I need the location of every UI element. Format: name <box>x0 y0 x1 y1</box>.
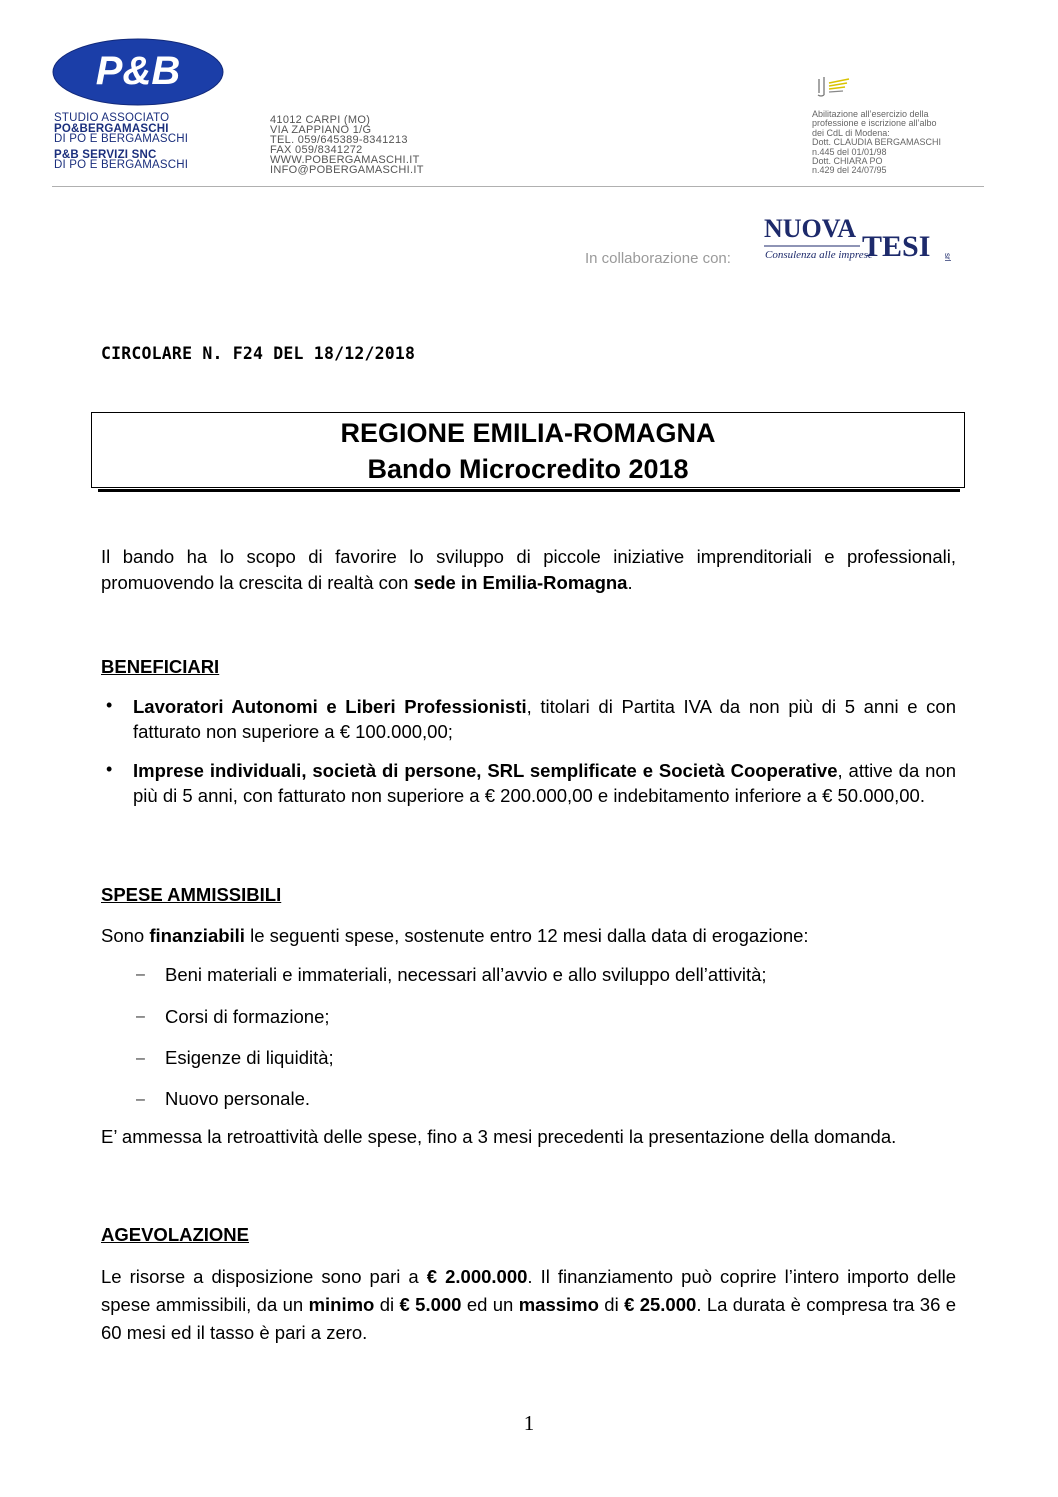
agev-bold: minimo <box>308 1294 375 1315</box>
agev-bold: massimo <box>518 1294 599 1315</box>
address-line: FAX 059/8341272 <box>270 144 363 156</box>
studio-info <box>54 113 188 171</box>
address-line: WWW.POBERGAMASCHI.IT <box>270 154 420 166</box>
spese-intro-text: Sono <box>101 925 150 946</box>
beneficiari-item-text: , titolari di Partita IVA da non più di 5 anni e con fatturato non superiore a € 100.000,00; <box>133 696 956 742</box>
studio-line: DI PO E BERGAMASCHI <box>54 159 189 171</box>
studio-line: PO&BERGAMASCHI <box>54 122 169 135</box>
abilitazione-line: professione e iscrizione all’albo <box>812 118 937 129</box>
address-line: VIA ZAPPIANO 1/G <box>270 124 372 136</box>
address-info <box>270 115 424 175</box>
abilitazione-line: n.429 del 24/07/95 <box>812 165 887 176</box>
page-number: 1 <box>523 1411 535 1435</box>
abilitazione-info <box>812 110 941 176</box>
beneficiari-item <box>133 694 956 744</box>
title-region: REGIONE EMILIA-ROMAGNA <box>340 418 716 448</box>
partner-name-b: TESI <box>862 230 931 263</box>
beneficiari-item-text: , attive da non più di 5 anni, con fatturato non superiore a € 200.000,00 e indebitamento inferiore a € 50.000,00. <box>133 760 956 806</box>
logo-text: P&B <box>95 49 181 93</box>
heading-spese: SPESE AMMISSIBILI <box>101 884 282 905</box>
agevolazione-paragraph <box>101 1263 956 1347</box>
agev-text: di <box>598 1294 625 1315</box>
bullet-icon: • <box>106 695 113 715</box>
dash-icon: – <box>136 966 145 983</box>
intro-paragraph <box>101 544 956 596</box>
spese-item: Beni materiali e immateriali, necessari all’avvio e allo sviluppo dell’attività; <box>165 964 767 985</box>
heading-beneficiari: BENEFICIARI <box>101 656 220 677</box>
studio-line: DI PO E BERGAMASCHI <box>54 133 189 145</box>
abilitazione-line: Dott. CHIARA PO <box>812 156 883 167</box>
intro-text: Il bando ha lo scopo di favorire lo sviluppo di piccole iniziative imprenditoriali e professionali, promuovendo la crescita di realtà con <box>101 546 956 593</box>
beneficiari-item <box>133 758 956 808</box>
agev-text: . La durata è compresa tra 36 e 60 mesi ed il tasso è pari a zero. <box>101 1294 957 1343</box>
partner-name-a: NUOVA <box>764 214 856 243</box>
spese-intro <box>101 923 956 949</box>
studio-line: P&B SERVIZI SNC <box>54 148 157 161</box>
address-line: 41012 CARPI (MO) <box>270 114 371 126</box>
nuova-tesi-logo <box>762 213 958 263</box>
address-line: TEL. 059/645389-8341213 <box>270 134 408 146</box>
title-bando: Bando Microcredito 2018 <box>367 454 689 484</box>
abilitazione-line: n.445 del 01/01/98 <box>812 146 887 157</box>
address-line: INFO@POBERGAMASCHI.IT <box>270 164 424 176</box>
beneficiari-item-bold: Lavoratori Autonomi e Liberi Professionisti <box>133 696 527 717</box>
pb-logo <box>52 37 224 107</box>
agev-text: Le risorse a disposizione sono pari a <box>101 1266 427 1287</box>
dash-icon: – <box>136 1050 145 1067</box>
spese-intro-text-end: le seguenti spese, sostenute entro 12 mesi dalla data di erogazione: <box>244 925 809 946</box>
studio-line: STUDIO ASSOCIATO <box>54 112 170 124</box>
dash-icon: – <box>136 1091 145 1108</box>
title-box-shadow <box>98 489 960 492</box>
partner-tagline: Consulenza alle imprese <box>765 249 873 261</box>
intro-text-end: . <box>627 572 633 593</box>
intro-bold: sede in Emilia-Romagna <box>413 572 628 593</box>
collaboration-label: In collaborazione con: <box>585 250 731 267</box>
agev-text: . Il finanziamento può coprire l’intero importo delle spese ammissibili, da un <box>101 1266 956 1315</box>
agev-text: di <box>374 1294 400 1315</box>
spese-item: Esigenze di liquidità; <box>165 1047 334 1068</box>
agev-bold: € 5.000 <box>399 1294 462 1315</box>
agev-bold: € 25.000 <box>624 1294 697 1315</box>
spese-intro-bold: finanziabili <box>149 925 245 946</box>
circolare-number: CIRCOLARE N. F24 DEL 18/12/2018 <box>101 344 416 363</box>
abilitazione-line: Dott. CLAUDIA BERGAMASCHI <box>812 137 942 148</box>
spese-note: E’ ammessa la retroattività delle spese, fino a 3 mesi precedenti la presentazione della domanda. <box>101 1126 897 1147</box>
header-divider <box>52 186 984 187</box>
abilitazione-line: Abilitazione all’esercizio della <box>812 109 929 119</box>
agev-bold: € 2.000.000 <box>426 1266 528 1287</box>
agev-text: ed un <box>461 1294 519 1315</box>
heading-agevolazione: AGEVOLAZIONE <box>101 1224 250 1245</box>
spese-item: Nuovo personale. <box>165 1088 311 1109</box>
bullet-icon: • <box>106 759 113 779</box>
dash-icon: – <box>136 1008 145 1025</box>
abilitazione-line: dei CdL di Modena: <box>812 127 890 138</box>
partner-suffix: srl <box>943 253 952 262</box>
beneficiari-item-bold: Imprese individuali, società di persone, SRL semplificate e Società Cooperative <box>133 760 838 781</box>
cdl-logo-icon <box>815 75 855 105</box>
spese-item: Corsi di formazione; <box>165 1006 330 1027</box>
